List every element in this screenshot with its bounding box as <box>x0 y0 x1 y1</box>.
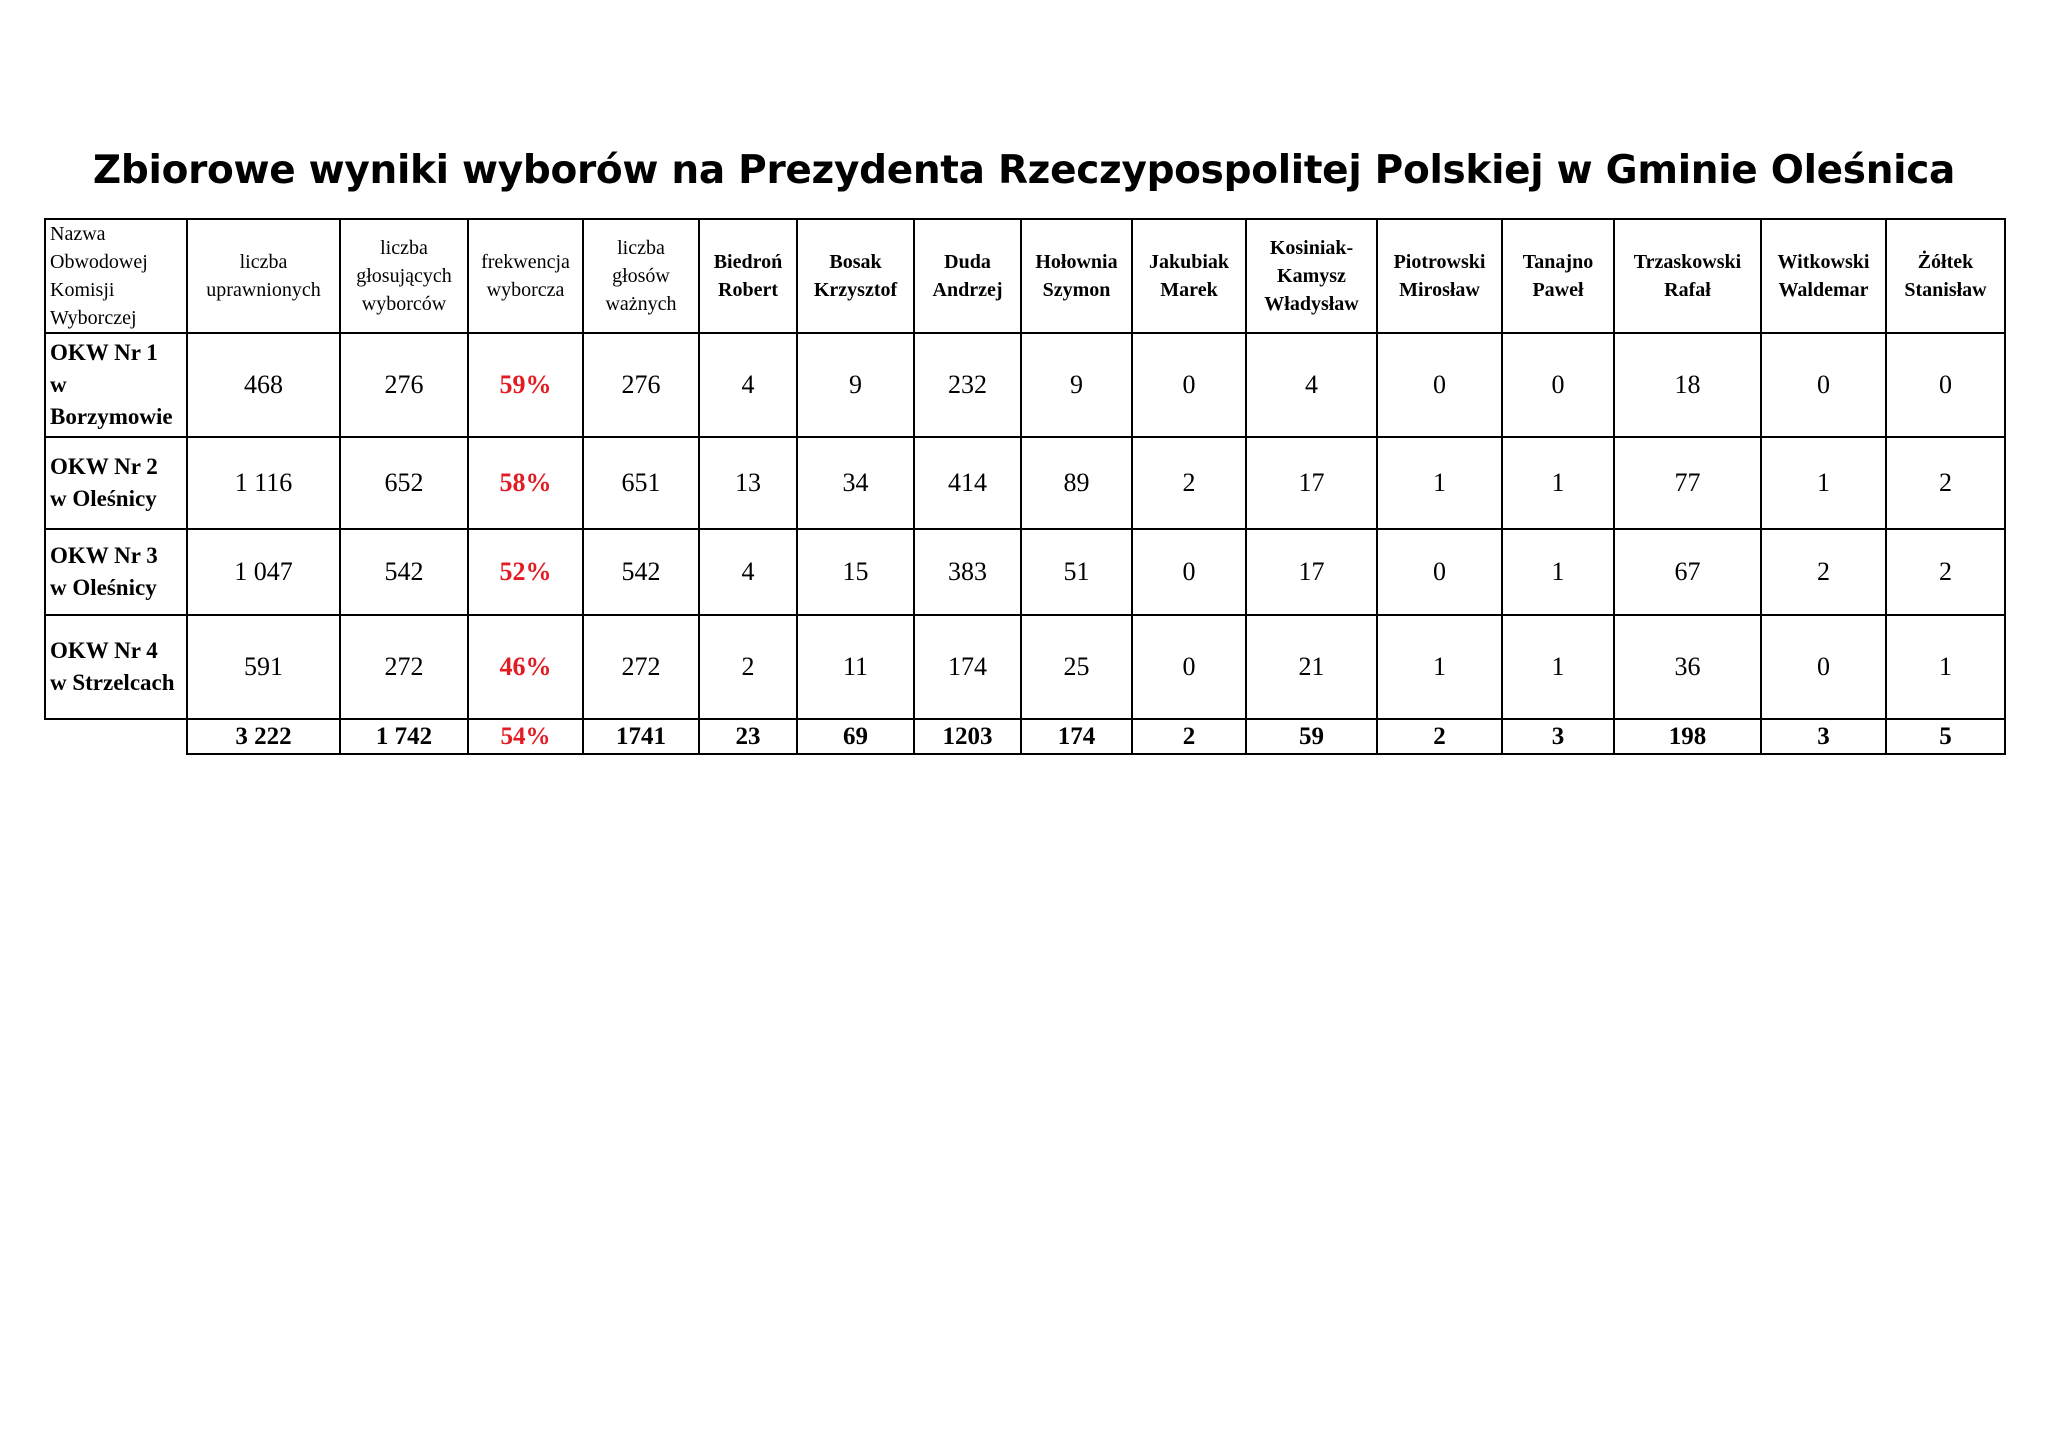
column-header-jakubiak: Jakubiak Marek <box>1132 219 1246 333</box>
total-witkowski: 3 <box>1761 719 1886 754</box>
column-header-commission: Nazwa Obwodowej Komisji Wyborczej <box>45 219 187 333</box>
cell-eligible: 468 <box>187 333 340 437</box>
cell-trzaskowski: 67 <box>1614 529 1761 615</box>
cell-trzaskowski: 36 <box>1614 615 1761 719</box>
cell-holownia: 25 <box>1021 615 1132 719</box>
cell-valid-votes: 276 <box>583 333 699 437</box>
table-row <box>45 615 2005 719</box>
column-header-eligible: liczba uprawnionych <box>187 219 340 333</box>
column-header-piotrowski: Piotrowski Mirosław <box>1377 219 1502 333</box>
cell-eligible: 1 047 <box>187 529 340 615</box>
cell-piotrowski: 1 <box>1377 437 1502 529</box>
cell-tanajno: 1 <box>1502 437 1614 529</box>
cell-kosiniak-kamysz: 4 <box>1246 333 1377 437</box>
cell-voters: 272 <box>340 615 468 719</box>
column-header-witkowski: Witkowski Waldemar <box>1761 219 1886 333</box>
header-row <box>45 219 2005 333</box>
cell-kosiniak-kamysz: 17 <box>1246 437 1377 529</box>
cell-piotrowski: 1 <box>1377 615 1502 719</box>
cell-duda: 232 <box>914 333 1021 437</box>
column-header-holownia: Hołownia Szymon <box>1021 219 1132 333</box>
cell-jakubiak: 0 <box>1132 615 1246 719</box>
column-header-tanajno: Tanajno Paweł <box>1502 219 1614 333</box>
row-label: OKW Nr 2 w Oleśnicy <box>45 437 187 529</box>
total-jakubiak: 2 <box>1132 719 1246 754</box>
column-header-valid-votes: liczba głosów ważnych <box>583 219 699 333</box>
cell-bosak: 11 <box>797 615 914 719</box>
cell-duda: 174 <box>914 615 1021 719</box>
cell-piotrowski: 0 <box>1377 529 1502 615</box>
cell-witkowski: 0 <box>1761 615 1886 719</box>
cell-tanajno: 1 <box>1502 529 1614 615</box>
column-header-biedron: Biedroń Robert <box>699 219 797 333</box>
cell-holownia: 51 <box>1021 529 1132 615</box>
cell-turnout: 59% <box>468 333 583 437</box>
cell-duda: 414 <box>914 437 1021 529</box>
cell-turnout: 52% <box>468 529 583 615</box>
column-header-kosiniak-kamysz: Kosiniak- Kamysz Władysław <box>1246 219 1377 333</box>
cell-turnout: 58% <box>468 437 583 529</box>
cell-witkowski: 1 <box>1761 437 1886 529</box>
results-table <box>44 218 2006 755</box>
cell-zoltek: 1 <box>1886 615 2005 719</box>
total-trzaskowski: 198 <box>1614 719 1761 754</box>
column-header-trzaskowski: Trzaskowski Rafał <box>1614 219 1761 333</box>
cell-valid-votes: 651 <box>583 437 699 529</box>
cell-biedron: 4 <box>699 333 797 437</box>
cell-biedron: 13 <box>699 437 797 529</box>
total-eligible: 3 222 <box>187 719 340 754</box>
cell-biedron: 4 <box>699 529 797 615</box>
cell-zoltek: 0 <box>1886 333 2005 437</box>
cell-bosak: 34 <box>797 437 914 529</box>
cell-witkowski: 2 <box>1761 529 1886 615</box>
total-biedron: 23 <box>699 719 797 754</box>
cell-zoltek: 2 <box>1886 437 2005 529</box>
column-header-zoltek: Żółtek Stanisław <box>1886 219 2005 333</box>
column-header-turnout: frekwencja wyborcza <box>468 219 583 333</box>
cell-bosak: 15 <box>797 529 914 615</box>
total-tanajno: 3 <box>1502 719 1614 754</box>
totals-row <box>45 719 2005 754</box>
cell-holownia: 89 <box>1021 437 1132 529</box>
cell-duda: 383 <box>914 529 1021 615</box>
total-piotrowski: 2 <box>1377 719 1502 754</box>
document-title: Zbiorowe wyniki wyborów na Prezydenta Rzeczypospolitej Polskiej w Gminie Oleśnica <box>92 148 1956 193</box>
total-valid-votes: 1741 <box>583 719 699 754</box>
table-row <box>45 333 2005 437</box>
cell-voters: 276 <box>340 333 468 437</box>
row-label: OKW Nr 3 w Oleśnicy <box>45 529 187 615</box>
cell-zoltek: 2 <box>1886 529 2005 615</box>
total-zoltek: 5 <box>1886 719 2005 754</box>
column-header-voters: liczba głosujących wyborców <box>340 219 468 333</box>
total-bosak: 69 <box>797 719 914 754</box>
total-duda: 1203 <box>914 719 1021 754</box>
total-holownia: 174 <box>1021 719 1132 754</box>
cell-witkowski: 0 <box>1761 333 1886 437</box>
table-row <box>45 529 2005 615</box>
cell-valid-votes: 272 <box>583 615 699 719</box>
total-voters: 1 742 <box>340 719 468 754</box>
total-turnout: 54% <box>468 719 583 754</box>
cell-biedron: 2 <box>699 615 797 719</box>
cell-tanajno: 0 <box>1502 333 1614 437</box>
row-label: OKW Nr 1 w Borzymowie <box>45 333 187 437</box>
cell-kosiniak-kamysz: 21 <box>1246 615 1377 719</box>
cell-bosak: 9 <box>797 333 914 437</box>
cell-jakubiak: 0 <box>1132 529 1246 615</box>
cell-voters: 652 <box>340 437 468 529</box>
cell-turnout: 46% <box>468 615 583 719</box>
cell-jakubiak: 2 <box>1132 437 1246 529</box>
cell-trzaskowski: 77 <box>1614 437 1761 529</box>
cell-piotrowski: 0 <box>1377 333 1502 437</box>
cell-tanajno: 1 <box>1502 615 1614 719</box>
cell-eligible: 1 116 <box>187 437 340 529</box>
cell-valid-votes: 542 <box>583 529 699 615</box>
column-header-duda: Duda Andrzej <box>914 219 1021 333</box>
cell-kosiniak-kamysz: 17 <box>1246 529 1377 615</box>
cell-holownia: 9 <box>1021 333 1132 437</box>
column-header-bosak: Bosak Krzysztof <box>797 219 914 333</box>
cell-eligible: 591 <box>187 615 340 719</box>
cell-voters: 542 <box>340 529 468 615</box>
table-row <box>45 437 2005 529</box>
total-kosiniak-kamysz: 59 <box>1246 719 1377 754</box>
cell-trzaskowski: 18 <box>1614 333 1761 437</box>
totals-blank-cell <box>45 719 187 754</box>
row-label: OKW Nr 4 w Strzelcach <box>45 615 187 719</box>
cell-jakubiak: 0 <box>1132 333 1246 437</box>
